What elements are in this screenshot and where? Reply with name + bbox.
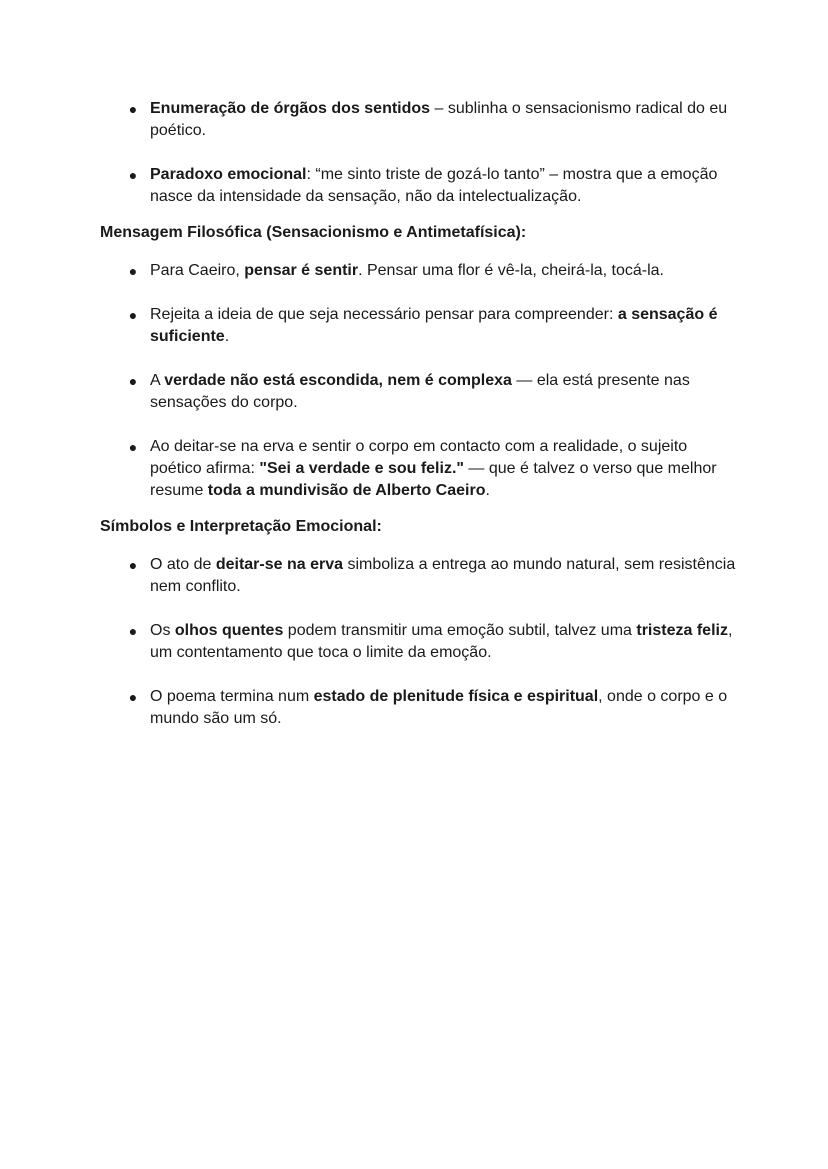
text: , onde o corpo e o mundo são um só. xyxy=(150,688,728,727)
text: simboliza a entrega ao mundo natural, sem resistência nem conflito. xyxy=(150,556,736,595)
list-item xyxy=(128,554,740,598)
text: . Pensar uma flor é vê-la, cheirá-la, tocá-la. xyxy=(358,262,664,279)
bold-text: estado de plenitude física e espiritual xyxy=(313,688,599,705)
bold-text: olhos quentes xyxy=(174,622,284,639)
text: Para Caeiro, xyxy=(150,262,245,279)
bullet-icon: ● xyxy=(128,263,138,279)
list-item xyxy=(128,260,740,282)
text: podem transmitir uma emoção subtil, talvez uma xyxy=(283,622,637,639)
bold-text: verdade não está escondida, nem é complexa xyxy=(164,372,512,389)
bold-text: Paradoxo emocional xyxy=(150,166,307,183)
bullet-icon: ● xyxy=(128,689,138,705)
intro-bullet-list xyxy=(100,98,740,208)
section-heading-philosophy: Mensagem Filosófica (Sensacionismo e Antimetafísica): xyxy=(100,224,527,241)
bullet-icon: ● xyxy=(128,101,138,117)
document-content xyxy=(100,98,740,744)
text: Ao deitar-se na erva e sentir o corpo em contacto com a realidade, o sujeito poético afirma: xyxy=(150,438,688,477)
bullet-icon: ● xyxy=(128,167,138,183)
bold-text: pensar é sentir xyxy=(244,262,359,279)
section-heading-symbols: Símbolos e Interpretação Emocional: xyxy=(100,518,382,535)
text: — que é talvez o verso que melhor resume xyxy=(150,460,717,499)
bold-text: "Sei a verdade e sou feliz." xyxy=(259,460,464,477)
text: . xyxy=(485,482,490,499)
text: , um contentamento que toca o limite da emoção. xyxy=(150,622,733,661)
list-item xyxy=(128,98,740,142)
bullet-icon: ● xyxy=(128,557,138,573)
philosophy-bullet-list xyxy=(100,260,740,502)
text: O ato de xyxy=(150,556,216,573)
text: O poema termina num xyxy=(150,688,314,705)
list-item xyxy=(128,164,740,208)
text: – sublinha o sensacionismo radical do eu poético. xyxy=(150,100,728,139)
bold-text: Enumeração de órgãos dos sentidos xyxy=(150,100,431,117)
bullet-icon: ● xyxy=(128,307,138,323)
list-item xyxy=(128,370,740,414)
bullet-icon: ● xyxy=(128,373,138,389)
bold-text: deitar-se na erva xyxy=(215,556,344,573)
bold-text: toda a mundivisão de Alberto Caeiro xyxy=(207,482,486,499)
bold-text: tristeza feliz xyxy=(636,622,728,639)
list-item xyxy=(128,436,740,502)
bullet-icon: ● xyxy=(128,623,138,639)
bold-text: a sensação é suficiente xyxy=(150,306,718,345)
list-item xyxy=(128,686,740,730)
text: — ela está presente nas sensações do corpo. xyxy=(150,372,690,411)
list-item xyxy=(128,304,740,348)
symbols-bullet-list xyxy=(100,554,740,730)
text: Os xyxy=(150,622,175,639)
bullet-icon: ● xyxy=(128,439,138,455)
text: : “me sinto triste de gozá-lo tanto” – mostra que a emoção nasce da intensidade da sensação, não da intelectualização. xyxy=(150,166,718,205)
list-item xyxy=(128,620,740,664)
text: Rejeita a ideia de que seja necessário pensar para compreender: xyxy=(150,306,618,323)
text: . xyxy=(224,328,230,345)
text: A xyxy=(150,372,165,389)
